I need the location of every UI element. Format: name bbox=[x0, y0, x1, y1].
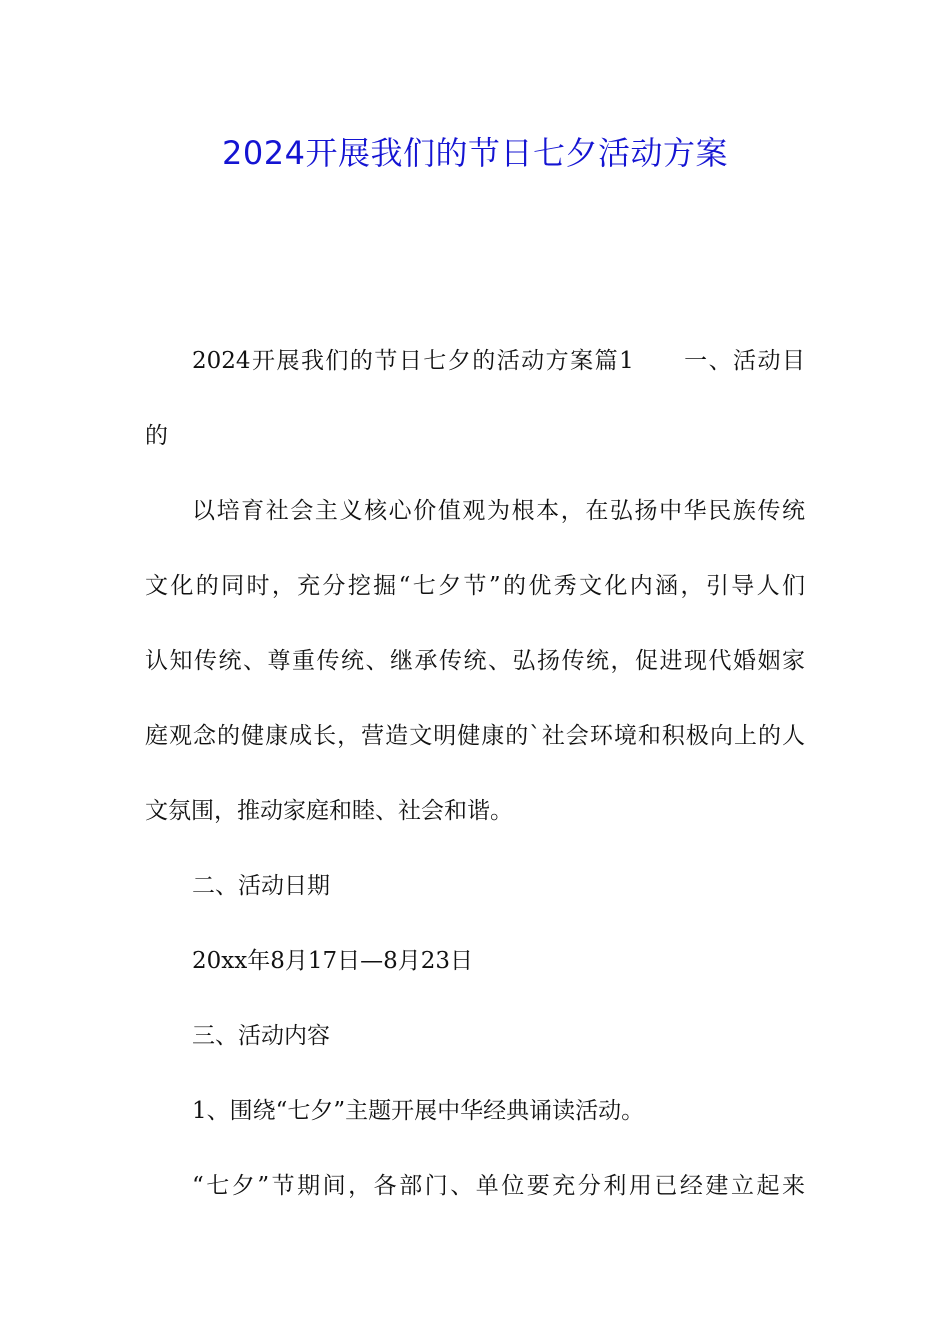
paragraph-line-heading-cont: 的 bbox=[145, 423, 168, 449]
date-range-text: 20xx年8月17日—8月23日 bbox=[192, 948, 474, 974]
paragraph-line: 庭观念的健康成长，营造文明健康的`社会环境和积极向上的人 bbox=[145, 723, 805, 749]
section-heading-date: 二、活动日期 bbox=[192, 873, 330, 899]
paragraph-line: 以培育社会主义核心价值观为根本，在弘扬中华民族传统 bbox=[192, 498, 805, 524]
paragraph-line: “七夕”节期间，各部门、单位要充分利用已经建立起来 bbox=[192, 1173, 805, 1199]
paragraph-line: 文氛围，推动家庭和睦、社会和谐。 bbox=[145, 798, 513, 824]
paragraph-line: 认知传统、尊重传统、继承传统、弘扬传统，促进现代婚姻家 bbox=[145, 648, 805, 674]
section-heading-content: 三、活动内容 bbox=[192, 1023, 330, 1049]
paragraph-line: 文化的同时，充分挖掘“七夕节”的优秀文化内涵，引导人们 bbox=[145, 573, 805, 599]
paragraph-line-heading: 2024开展我们的节日七夕的活动方案篇1 一、活动目 bbox=[192, 348, 805, 374]
content-item-1: 1、围绕“七夕”主题开展中华经典诵读活动。 bbox=[192, 1098, 645, 1124]
document-title: 2024开展我们的节日七夕活动方案 bbox=[222, 134, 728, 172]
